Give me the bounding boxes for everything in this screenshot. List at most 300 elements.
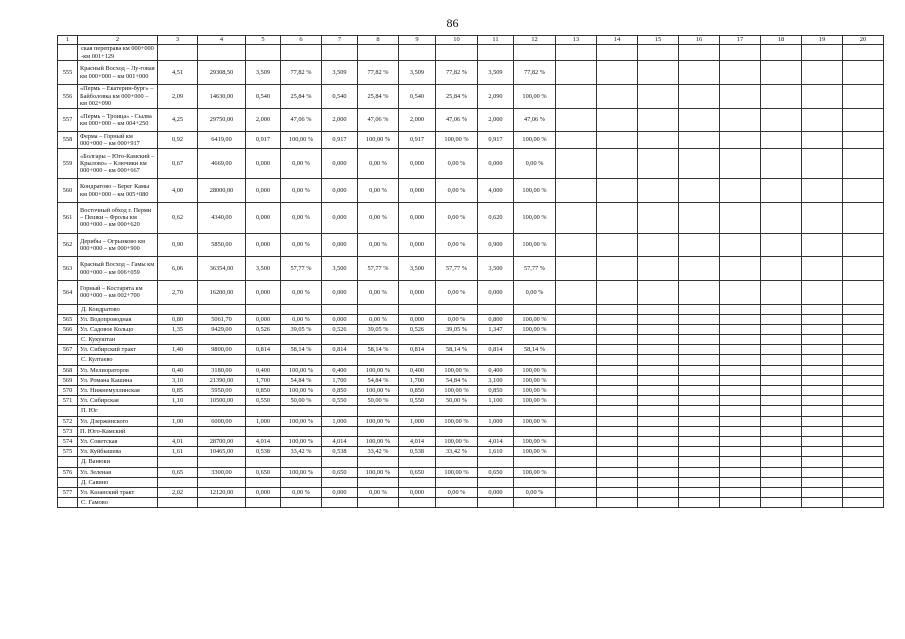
value-cell: 0,00 % <box>358 314 399 324</box>
empty-cell <box>597 467 638 477</box>
empty-cell <box>556 233 597 257</box>
empty-cell <box>720 233 761 257</box>
value-cell: 2,000 <box>399 108 436 132</box>
value-cell: 1,347 <box>478 324 514 334</box>
empty-cell <box>802 447 843 457</box>
value-cell <box>436 498 478 508</box>
value-cell: 1,000 <box>399 416 436 426</box>
empty-cell <box>556 45 597 61</box>
road-name: Ул. Советская <box>78 436 158 446</box>
empty-cell <box>761 148 802 179</box>
value-cell: 54,84 % <box>281 375 322 385</box>
value-cell: 4,014 <box>478 436 514 446</box>
value-cell: 47,06 % <box>281 108 322 132</box>
empty-cell <box>597 426 638 436</box>
empty-cell <box>597 314 638 324</box>
empty-cell <box>556 355 597 365</box>
empty-cell <box>597 355 638 365</box>
value-cell: 0,00 % <box>281 487 322 497</box>
value-cell <box>358 426 399 436</box>
value-cell: 0,00 % <box>436 148 478 179</box>
empty-cell <box>761 179 802 203</box>
empty-cell <box>679 396 720 406</box>
empty-cell <box>761 457 802 467</box>
empty-cell <box>556 84 597 108</box>
header-row <box>58 36 884 45</box>
empty-cell <box>761 416 802 426</box>
empty-cell <box>761 487 802 497</box>
value-cell: 3,509 <box>478 61 514 85</box>
value-cell: 0,00 % <box>514 280 556 304</box>
table-row <box>58 477 884 487</box>
table-row <box>58 457 884 467</box>
row-number: 567 <box>58 345 78 355</box>
empty-cell <box>843 426 884 436</box>
value-cell: 2,090 <box>478 84 514 108</box>
header-cell: 9 <box>399 36 436 45</box>
table-row <box>58 406 884 416</box>
value-cell: 6419,00 <box>198 132 246 148</box>
value-cell <box>399 304 436 314</box>
value-cell: 100,00 % <box>514 132 556 148</box>
value-cell: 0,917 <box>478 132 514 148</box>
empty-cell <box>597 45 638 61</box>
row-number <box>58 477 78 487</box>
value-cell <box>514 477 556 487</box>
value-cell: 0,526 <box>399 324 436 334</box>
header-cell: 4 <box>198 36 246 45</box>
value-cell: 4340,00 <box>198 202 246 233</box>
page-number: 86 <box>446 16 459 30</box>
value-cell: 1,10 <box>158 396 198 406</box>
empty-cell <box>597 324 638 334</box>
empty-cell <box>720 477 761 487</box>
value-cell <box>281 335 322 345</box>
road-name: «Пермь – Екатерин-бург» – Байболовка км 000+000 – км 002+090 <box>78 84 158 108</box>
value-cell: 100,00 % <box>514 314 556 324</box>
value-cell <box>281 45 322 61</box>
empty-cell <box>638 396 679 406</box>
value-cell: 0,540 <box>399 84 436 108</box>
empty-cell <box>720 406 761 416</box>
empty-cell <box>720 61 761 85</box>
empty-cell <box>802 280 843 304</box>
value-cell: 1,700 <box>322 375 358 385</box>
value-cell: 3,500 <box>478 257 514 281</box>
empty-cell <box>679 148 720 179</box>
empty-cell <box>802 314 843 324</box>
value-cell: 0,00 % <box>358 280 399 304</box>
empty-cell <box>556 179 597 203</box>
value-cell <box>514 335 556 345</box>
value-cell: 0,000 <box>399 179 436 203</box>
empty-cell <box>720 202 761 233</box>
row-number: 558 <box>58 132 78 148</box>
empty-cell <box>638 365 679 375</box>
value-cell <box>436 457 478 467</box>
empty-cell <box>843 61 884 85</box>
empty-cell <box>843 314 884 324</box>
empty-cell <box>597 416 638 426</box>
header-cell: 2 <box>78 36 158 45</box>
empty-cell <box>556 487 597 497</box>
value-cell: 0,400 <box>322 365 358 375</box>
value-cell <box>478 355 514 365</box>
value-cell: 0,000 <box>478 487 514 497</box>
empty-cell <box>843 257 884 281</box>
value-cell: 0,550 <box>322 396 358 406</box>
empty-cell <box>638 61 679 85</box>
empty-cell <box>761 375 802 385</box>
value-cell: 0,000 <box>399 148 436 179</box>
empty-cell <box>802 416 843 426</box>
empty-cell <box>720 179 761 203</box>
table-row <box>58 108 884 132</box>
empty-cell <box>843 345 884 355</box>
value-cell: 1,00 <box>158 416 198 426</box>
value-cell: 0,850 <box>399 386 436 396</box>
value-cell <box>246 304 281 314</box>
empty-cell <box>720 365 761 375</box>
value-cell: 0,00 % <box>358 233 399 257</box>
value-cell: 58,14 % <box>436 345 478 355</box>
empty-cell <box>761 426 802 436</box>
value-cell <box>514 457 556 467</box>
header-cell: 20 <box>843 36 884 45</box>
value-cell <box>198 355 246 365</box>
empty-cell <box>802 467 843 477</box>
value-cell: 3,509 <box>322 61 358 85</box>
empty-cell <box>761 314 802 324</box>
empty-cell <box>720 355 761 365</box>
empty-cell <box>720 396 761 406</box>
road-name: Ул. Сибирская <box>78 396 158 406</box>
value-cell: 0,650 <box>478 467 514 477</box>
empty-cell <box>843 108 884 132</box>
road-name: Кондратово – Берег Камы км 000+000 – км 005+080 <box>78 179 158 203</box>
empty-cell <box>679 487 720 497</box>
value-cell: 100,00 % <box>358 467 399 477</box>
row-number: 561 <box>58 202 78 233</box>
empty-cell <box>638 233 679 257</box>
empty-cell <box>761 132 802 148</box>
row-number: 565 <box>58 314 78 324</box>
value-cell: 0,00 % <box>436 280 478 304</box>
road-name: «Болгары – Юго-Камский – Крылово» – Ключики км 000+000 – км 000+667 <box>78 148 158 179</box>
table-row <box>58 426 884 436</box>
value-cell: 0,650 <box>246 467 281 477</box>
empty-cell <box>556 426 597 436</box>
value-cell: 1,61 <box>158 447 198 457</box>
value-cell: 0,000 <box>246 202 281 233</box>
empty-cell <box>761 202 802 233</box>
value-cell: 0,000 <box>246 487 281 497</box>
value-cell: 100,00 % <box>436 365 478 375</box>
value-cell: 0,00 % <box>281 179 322 203</box>
empty-cell <box>679 257 720 281</box>
empty-cell <box>843 202 884 233</box>
empty-cell <box>720 45 761 61</box>
value-cell: 100,00 % <box>281 365 322 375</box>
empty-cell <box>597 257 638 281</box>
value-cell: 25,84 % <box>436 84 478 108</box>
row-number <box>58 498 78 508</box>
empty-cell <box>720 416 761 426</box>
value-cell: 6,06 <box>158 257 198 281</box>
road-name: Горный – Костарята км 000+000 – км 002+700 <box>78 280 158 304</box>
value-cell: 1,700 <box>246 375 281 385</box>
value-cell: 0,540 <box>322 84 358 108</box>
header-cell: 18 <box>761 36 802 45</box>
empty-cell <box>843 375 884 385</box>
empty-cell <box>843 324 884 334</box>
road-name: Ул. Сибирский тракт <box>78 345 158 355</box>
empty-cell <box>761 396 802 406</box>
value-cell <box>399 477 436 487</box>
empty-cell <box>597 148 638 179</box>
value-cell: 2,000 <box>246 108 281 132</box>
road-name: Ферма – Горный км 000+000 – км 000+917 <box>78 132 158 148</box>
row-number: 556 <box>58 84 78 108</box>
empty-cell <box>720 304 761 314</box>
value-cell <box>478 477 514 487</box>
value-cell: 0,814 <box>478 345 514 355</box>
empty-cell <box>802 257 843 281</box>
value-cell: 0,000 <box>322 202 358 233</box>
value-cell: 57,77 % <box>358 257 399 281</box>
road-name: С. Култаево <box>78 355 158 365</box>
empty-cell <box>679 108 720 132</box>
empty-cell <box>720 132 761 148</box>
value-cell: 0,814 <box>399 345 436 355</box>
value-cell <box>436 477 478 487</box>
value-cell <box>198 406 246 416</box>
value-cell: 0,000 <box>246 280 281 304</box>
empty-cell <box>679 386 720 396</box>
value-cell: 3,500 <box>399 257 436 281</box>
empty-cell <box>802 436 843 446</box>
value-cell: 3,509 <box>246 61 281 85</box>
value-cell <box>158 477 198 487</box>
empty-cell <box>638 406 679 416</box>
value-cell: 100,00 % <box>281 386 322 396</box>
empty-cell <box>761 280 802 304</box>
road-name: Д. Кондратово <box>78 304 158 314</box>
value-cell: 0,850 <box>246 386 281 396</box>
value-cell: 0,550 <box>246 396 281 406</box>
empty-cell <box>556 280 597 304</box>
value-cell: 0,000 <box>322 233 358 257</box>
value-cell: 100,00 % <box>281 467 322 477</box>
value-cell: 77,82 % <box>436 61 478 85</box>
table-row <box>58 498 884 508</box>
empty-cell <box>638 345 679 355</box>
value-cell: 33,42 % <box>281 447 322 457</box>
empty-cell <box>802 365 843 375</box>
header-cell: 16 <box>679 36 720 45</box>
value-cell <box>246 426 281 436</box>
header-cell: 15 <box>638 36 679 45</box>
value-cell <box>322 457 358 467</box>
table-row <box>58 436 884 446</box>
value-cell <box>158 426 198 436</box>
value-cell: 4669,00 <box>198 148 246 179</box>
road-name: Дерибы – Огрызково км 000+000 – км 000+900 <box>78 233 158 257</box>
empty-cell <box>761 257 802 281</box>
road-name: Ул. Мелиораторов <box>78 365 158 375</box>
value-cell: 0,000 <box>322 179 358 203</box>
empty-cell <box>597 386 638 396</box>
value-cell <box>198 45 246 61</box>
value-cell <box>514 426 556 436</box>
value-cell: 4,014 <box>399 436 436 446</box>
road-name: Ул. Дзержинского <box>78 416 158 426</box>
road-name: Ул. Водопроводная <box>78 314 158 324</box>
row-number: 577 <box>58 487 78 497</box>
empty-cell <box>556 314 597 324</box>
value-cell: 77,82 % <box>358 61 399 85</box>
value-cell: 3,509 <box>399 61 436 85</box>
value-cell: 0,000 <box>399 233 436 257</box>
value-cell <box>322 498 358 508</box>
empty-cell <box>843 132 884 148</box>
empty-cell <box>679 436 720 446</box>
value-cell: 100,00 % <box>358 416 399 426</box>
table-row <box>58 233 884 257</box>
value-cell: 0,00 % <box>436 179 478 203</box>
empty-cell <box>720 324 761 334</box>
empty-cell <box>761 233 802 257</box>
empty-cell <box>556 477 597 487</box>
value-cell: 3,500 <box>246 257 281 281</box>
value-cell: 9800,00 <box>198 345 246 355</box>
empty-cell <box>679 416 720 426</box>
value-cell <box>158 45 198 61</box>
empty-cell <box>638 304 679 314</box>
empty-cell <box>638 498 679 508</box>
empty-cell <box>761 61 802 85</box>
value-cell: 57,77 % <box>436 257 478 281</box>
empty-cell <box>761 304 802 314</box>
empty-cell <box>597 396 638 406</box>
value-cell: 0,650 <box>322 467 358 477</box>
road-name: Ул. Романа Кашина <box>78 375 158 385</box>
row-number: 572 <box>58 416 78 426</box>
empty-cell <box>802 108 843 132</box>
value-cell: 54,84 % <box>358 375 399 385</box>
table-row <box>58 314 884 324</box>
empty-cell <box>761 498 802 508</box>
value-cell <box>399 335 436 345</box>
value-cell: 0,814 <box>246 345 281 355</box>
value-cell <box>399 498 436 508</box>
empty-cell <box>802 45 843 61</box>
empty-cell <box>679 457 720 467</box>
value-cell: 2,000 <box>478 108 514 132</box>
empty-cell <box>761 406 802 416</box>
empty-cell <box>556 202 597 233</box>
header-cell: 5 <box>246 36 281 45</box>
value-cell <box>281 477 322 487</box>
value-cell <box>436 45 478 61</box>
empty-cell <box>638 335 679 345</box>
table-row <box>58 61 884 85</box>
value-cell: 0,000 <box>322 487 358 497</box>
empty-cell <box>597 202 638 233</box>
empty-cell <box>638 84 679 108</box>
empty-cell <box>597 365 638 375</box>
value-cell: 54,84 % <box>436 375 478 385</box>
value-cell: 0,90 <box>158 233 198 257</box>
value-cell: 0,000 <box>246 148 281 179</box>
empty-cell <box>720 467 761 477</box>
value-cell: 10465,00 <box>198 447 246 457</box>
value-cell: 28000,00 <box>198 179 246 203</box>
value-cell: 100,00 % <box>514 447 556 457</box>
value-cell: 39,05 % <box>281 324 322 334</box>
value-cell: 0,814 <box>322 345 358 355</box>
value-cell: 0,850 <box>322 386 358 396</box>
value-cell <box>246 457 281 467</box>
empty-cell <box>720 386 761 396</box>
empty-cell <box>556 457 597 467</box>
value-cell <box>322 426 358 436</box>
value-cell <box>514 304 556 314</box>
value-cell: 33,42 % <box>436 447 478 457</box>
value-cell <box>246 335 281 345</box>
empty-cell <box>720 375 761 385</box>
header-cell: 13 <box>556 36 597 45</box>
value-cell: 0,800 <box>478 314 514 324</box>
empty-cell <box>679 406 720 416</box>
empty-cell <box>802 396 843 406</box>
value-cell: 14630,00 <box>198 84 246 108</box>
value-cell: 2,02 <box>158 487 198 497</box>
empty-cell <box>638 314 679 324</box>
empty-cell <box>843 447 884 457</box>
road-name: Д. Ванюки <box>78 457 158 467</box>
empty-cell <box>843 335 884 345</box>
empty-cell <box>556 257 597 281</box>
value-cell: 4,51 <box>158 61 198 85</box>
empty-cell <box>597 345 638 355</box>
empty-cell <box>679 355 720 365</box>
value-cell: 0,650 <box>399 467 436 477</box>
value-cell: 0,000 <box>322 280 358 304</box>
empty-cell <box>679 447 720 457</box>
empty-cell <box>843 477 884 487</box>
header-cell: 19 <box>802 36 843 45</box>
header-cell: 14 <box>597 36 638 45</box>
empty-cell <box>843 498 884 508</box>
row-number <box>58 406 78 416</box>
empty-cell <box>556 406 597 416</box>
value-cell: 0,538 <box>322 447 358 457</box>
row-number <box>58 45 78 61</box>
row-number: 576 <box>58 467 78 477</box>
value-cell: 4,00 <box>158 179 198 203</box>
empty-cell <box>556 365 597 375</box>
empty-cell <box>802 487 843 497</box>
value-cell <box>246 45 281 61</box>
value-cell: 50,00 % <box>281 396 322 406</box>
empty-cell <box>556 304 597 314</box>
value-cell: 47,06 % <box>436 108 478 132</box>
table-row <box>58 487 884 497</box>
header-cell: 11 <box>478 36 514 45</box>
road-name: Ул. Нижнемуллинская <box>78 386 158 396</box>
table-body <box>58 36 884 508</box>
